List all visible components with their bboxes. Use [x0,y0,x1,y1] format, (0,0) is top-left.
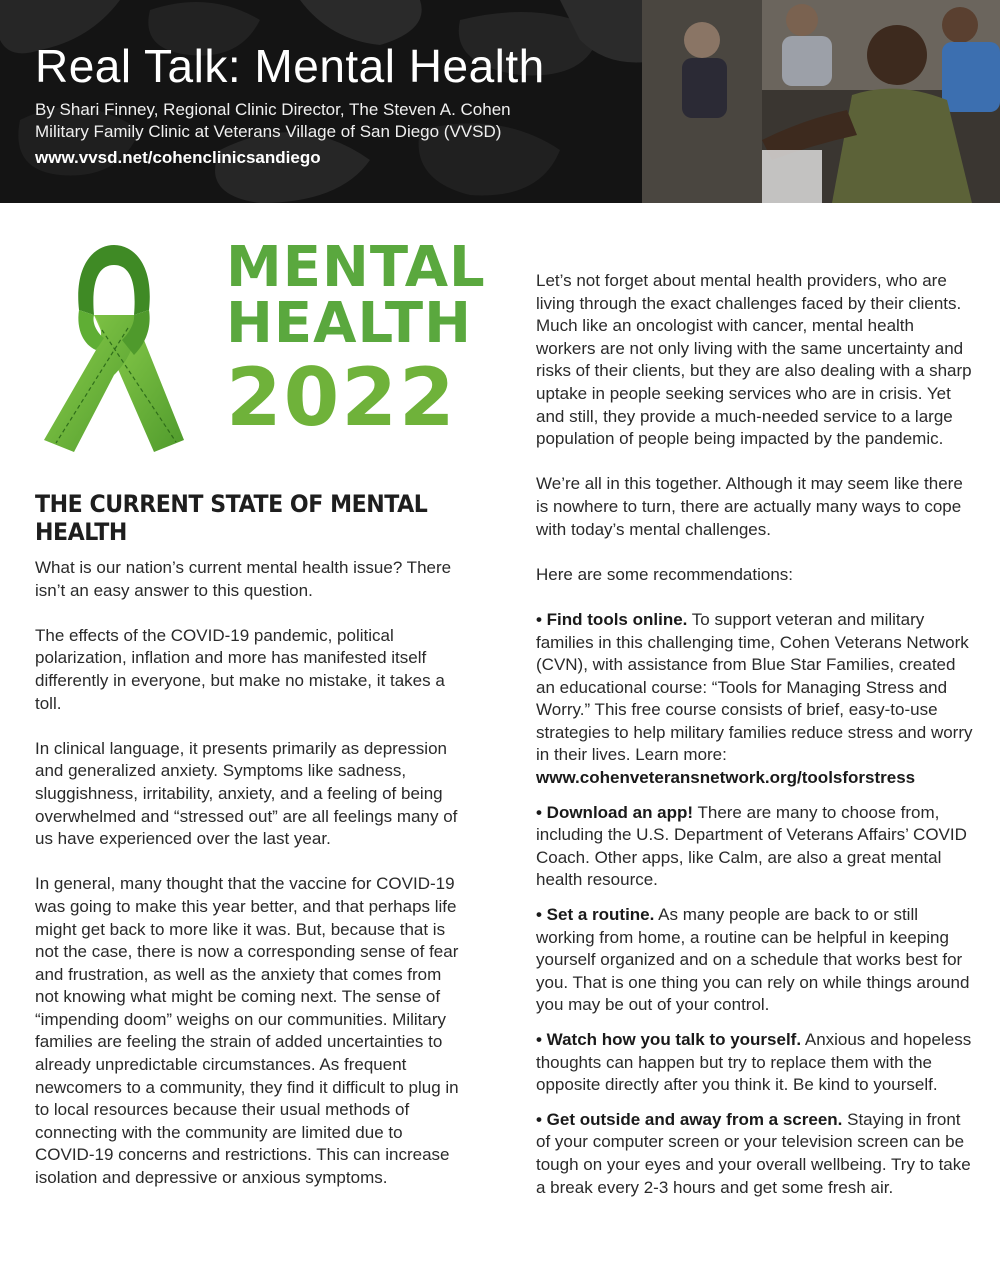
recommendation-text: There are many to choose from, including the U.S. Department of Veterans Affairs’ COVID Coach. Other apps, like Calm, are also a great mental health resource. [536,802,967,890]
paragraph: Here are some recommendations: [536,564,794,584]
header-text [35,36,655,169]
recommendation-lead: • Watch how you talk to yourself. [536,1030,802,1049]
recommendation-lead: • Find tools online. [536,609,688,629]
recommendation-item [536,1109,976,1199]
toolsforstress-link[interactable]: www.cohenveteransnetwork.org/toolsforstress [536,768,916,788]
page-title: Real Talk: Mental Health [35,40,545,92]
recommendation-text: Anxious and hopeless thoughts can happen but try to replace them with the opposite directly after you think it. Be kind to yourself. [536,1030,972,1095]
logo-health-text: HEALTH [226,291,472,356]
paragraph: We’re all in this together. Although it may seem like there is nowhere to turn, there are actually many ways to cope with today’s mental challenges. [536,474,963,539]
recommendation-lead: • Set a routine. [536,905,655,925]
recommendation-item [536,802,976,892]
recommendation-item [536,609,976,790]
recommendation-item [536,904,976,1017]
green-ribbon-icon [34,240,194,452]
header-banner [0,0,1000,203]
left-column [35,557,465,1212]
recommendation-lead: • Get outside and away from a screen. [536,1109,843,1129]
group-therapy-photo [642,0,1000,203]
paragraph: The effects of the COVID-19 pandemic, political polarization, inflation and more has manifested itself differently in everyone, but make no mistake, it takes a toll. [35,625,445,713]
recommendation-text: Staying in front of your computer screen or your television screen can be tough on your eyes and your overall wellbeing. Try to take a break every 2-3 hours and get some fresh air. [536,1109,971,1197]
recommendation-text: As many people are back to or still working from home, a routine can be helpful in keeping yourself organized and on a schedule that works best for you. That is one thing you can rely on while things around you may be out of your control. [536,905,970,1015]
author-byline: By Shari Finney, Regional Clinic Director, The Steven A. Cohen Military Family Clinic at Veterans Village of San Diego (VVSD) [35,100,511,141]
section-heading: THE CURRENT STATE OF MENTAL HEALTH [35,490,428,546]
logo-year-text: 2022 [226,351,457,444]
right-column [536,270,976,1211]
paragraph: In general, many thought that the vaccine for COVID-19 was going to make this year better, and that perhaps life might get back to more like it was. But, because that is not the case, there is now a corresponding sense of fear and frustration, as well as the anxiety that comes from not knowing what might be coming next. The sense of “impending doom” weighs on our communities. Military families are feeling the strain of added uncertainties to already unpredictable circumstances. As frequent newcomers to a community, they find it difficult to plug in to local resources because their usual methods of connecting with the community are limited due to COVID-19 concerns and restrictions. This can increase isolation and depressive or anxious symptoms. [35,874,459,1188]
paragraph: Let’s not forget about mental health providers, who are living through the exact challenges faced by their clients. Much like an oncologist with cancer, mental health workers are not only living with the same uncertainty and risks of their clients, but they are also dealing with a sharp uptake in people seeking services who are in crisis. Yet and still, they provide a much-needed service to a large population of people being impacted by the pandemic. [536,271,972,449]
clinic-url-link[interactable]: www.vvsd.net/cohenclinicsandiego [35,148,321,167]
recommendation-text: To support veteran and military families in this challenging time, Cohen Veterans Network (CVN), with assistance from Blue Star Families, created an educational course: “Tools for Managing Stress and Worry.” This free course consists of brief, easy-to-use strategies to help military families reduce stress and worry in their lives. Learn more: [536,609,973,765]
paragraph: What is our nation’s current mental health issue? There isn’t an easy answer to this question. [35,558,452,600]
mental-health-2022-logo [30,235,486,456]
logo-mental-text: MENTAL [226,235,486,300]
recommendation-item [536,1029,976,1097]
paragraph: In clinical language, it presents primarily as depression and generalized anxiety. Symptoms like sadness, sluggishness, irritability, anxiety, and a feeling of being overwhelmed and “stressed out” are all feelings many of us have experienced over the last year. [35,738,458,849]
recommendation-lead: • Download an app! [536,802,694,822]
